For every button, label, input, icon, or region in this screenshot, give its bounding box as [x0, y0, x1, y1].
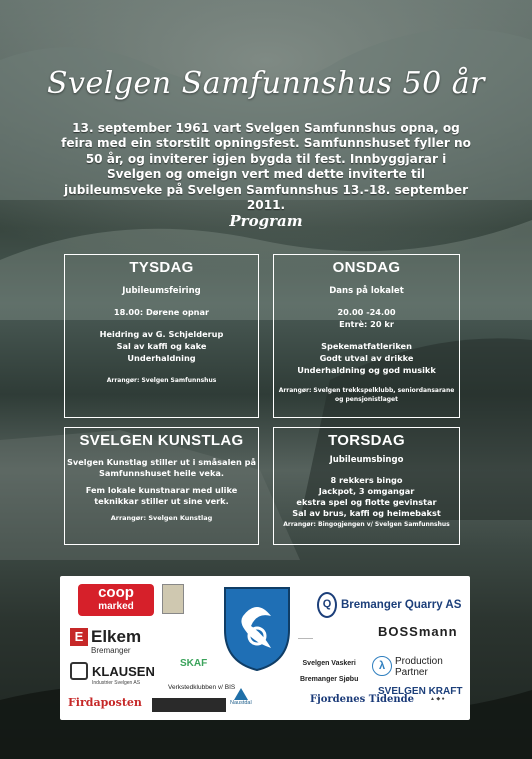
thursday-line: Sal av brus, kaffi og heimebakst: [292, 508, 441, 518]
skaf-logo: SKAF: [180, 658, 208, 669]
elkem-sub: Bremanger: [91, 646, 131, 655]
thursday-heading: TORSDAG: [328, 432, 405, 449]
bis-line: Partner: [395, 667, 428, 678]
thursday-arranger: Arrangør: Bingogjengen v/ Svelgen Samfunnshus: [283, 521, 450, 528]
quarry-logo: [317, 592, 461, 618]
kunstlag-line: Samfunnshuset heile veka.: [98, 468, 225, 478]
bossmann-name: BOSSmann: [378, 624, 458, 639]
elkem-logo: [70, 628, 141, 655]
wednesday-line: Godt utval av drikke: [319, 353, 414, 363]
quarry-name: Bremanger Quarry AS: [341, 599, 462, 612]
tuesday-arranger: Arrangør: Svelgen Samfunnshus: [106, 377, 217, 384]
intro-text: 13. september 1961 vart Svelgen Samfunnshus opna, og feira med ein storstilt opningsfest. Samfunnshuset fyller no 50 år, og inviterer igjen bygda til fest. Innbyggjarar i Svelgen og omeign vert med dette inviterte til jubileumsveke på Svelgen Samfunnshus 13.-18. september 2011.: [61, 121, 471, 213]
wednesday-line: Underhaldning og god musikk: [297, 365, 436, 375]
dark-banner-logo: [152, 698, 226, 712]
thursday-line: ekstra spel og flotte gevinstar: [296, 497, 437, 507]
bis-line: Production: [395, 656, 443, 667]
sjobu-text: Bremanger Sjøbu: [300, 676, 359, 683]
thursday-line: Jackpot, 3 omgangar: [318, 486, 415, 496]
elkem-icon: E: [70, 628, 88, 646]
vaskeri-text: Svelgen Vaskeri: [302, 660, 356, 667]
wednesday-subtitle: Dans på lokalet: [329, 286, 404, 296]
badge-icon: [162, 584, 184, 614]
svelgen-kraft-logo: SVELGEN KRAFT: [378, 686, 463, 697]
wednesday-line: Spekematfatleriken: [321, 341, 412, 351]
sponsor-panel: [60, 576, 470, 720]
tuesday-line: Underhaldning: [127, 353, 196, 363]
klausen-icon: [70, 662, 88, 680]
small-logos: ▲ ◆ ●: [430, 696, 445, 702]
tuesday-line: 18.00: Dørene opnar: [113, 307, 210, 317]
elkem-name: Elkem: [91, 627, 142, 646]
kunstlag-box: [64, 427, 259, 545]
naustdal-logo: [230, 688, 252, 706]
program-heading: Program: [229, 212, 303, 230]
wednesday-box: [273, 254, 460, 418]
tuesday-line: Sal av kaffi og kake: [116, 341, 207, 351]
quarry-icon: Q: [317, 592, 337, 618]
bremanger-crest-icon: [223, 586, 291, 672]
wednesday-arranger: og pensjonistlaget: [335, 396, 398, 403]
naustdal-name: Naustdal: [230, 700, 252, 706]
coop-logo: [78, 584, 154, 616]
wednesday-heading: ONSDAG: [332, 259, 401, 276]
wednesday-line: 20.00 -24.00: [337, 307, 396, 317]
firdaposten-logo: Firdaposten: [68, 696, 142, 709]
lambda-icon: λ: [372, 656, 392, 676]
kunstlag-arranger: Arrangør: Svelgen Kunstlag: [110, 514, 213, 522]
tuesday-heading: TYSDAG: [129, 259, 194, 276]
kunstlag-line: Fem lokale kunstnarar med ulike: [85, 485, 238, 495]
thursday-box: [273, 427, 460, 545]
klausen-name: KLAUSEN: [92, 663, 155, 679]
wednesday-line: Entrè: 20 kr: [339, 319, 394, 329]
vaskeri-block: [300, 656, 358, 688]
kunstlag-heading: SVELGEN KUNSTLAG: [79, 432, 244, 449]
page-title: Svelgen Samfunnshus 50 år: [46, 66, 486, 101]
kunstlag-line: Svelgen Kunstlag stiller ut i småsalen på: [66, 457, 257, 467]
klausen-sub: Industrier Svelgen AS: [92, 680, 141, 687]
coop-name: coop: [98, 584, 134, 601]
bossmann-logo: [378, 624, 458, 639]
bis-logo: [372, 656, 443, 678]
thursday-subtitle: Jubileumsbingo: [329, 455, 404, 465]
small-logo: ———: [298, 636, 313, 642]
tuesday-line: Heidring av G. Schjelderup: [99, 329, 224, 339]
kunstlag-line: teknikkar stiller ut sine verk.: [94, 496, 229, 506]
tuesday-subtitle: Jubileumsfeiring: [122, 286, 201, 296]
wednesday-arranger: Arrangør: Svelgen trekkspelklubb, seniordansarane: [278, 387, 455, 394]
tuesday-box: [64, 254, 259, 418]
verksted-text: Verkstedklubben v/ BIS: [168, 684, 236, 691]
klausen-logo: [70, 662, 155, 686]
sail-icon: [234, 688, 248, 700]
thursday-line: 8 rekkers bingo: [330, 475, 403, 485]
fjordane-logo: Fjordenes Tidende: [310, 694, 414, 705]
coop-sub: marked: [98, 601, 134, 612]
